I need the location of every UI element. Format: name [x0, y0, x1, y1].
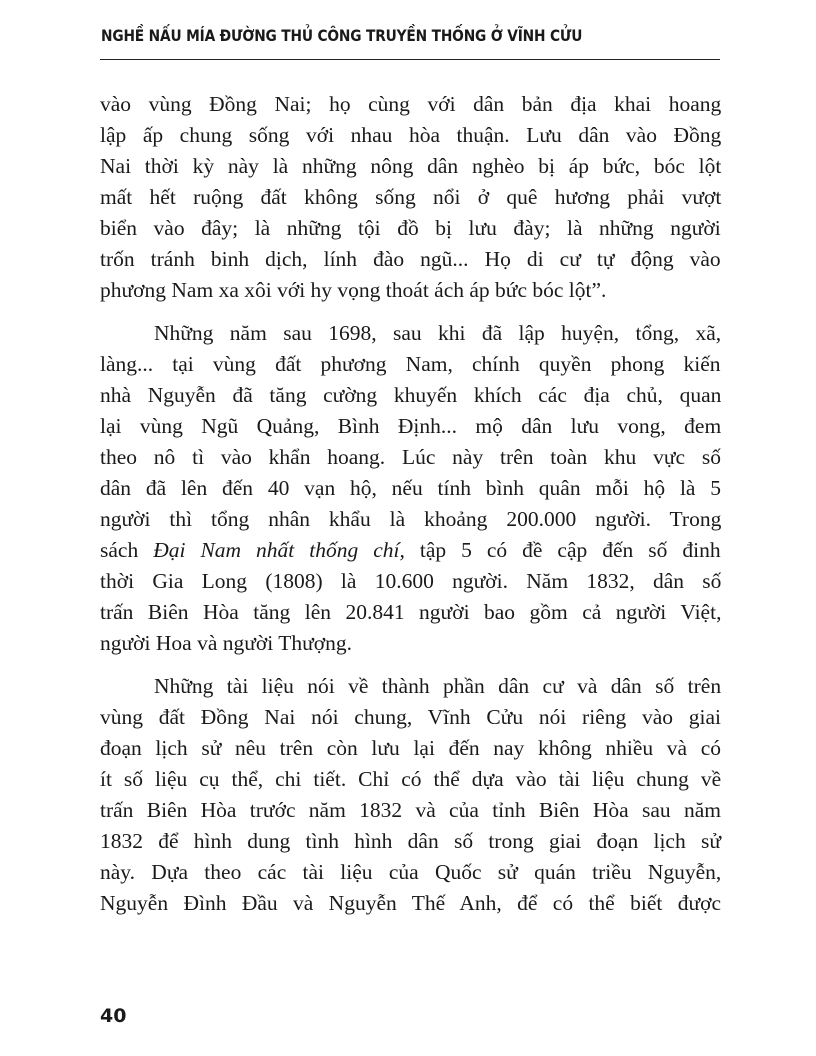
text-line: Nguyễn Đình Đầu và Nguyễn Thế Anh, để có thể biết được [100, 891, 722, 915]
text-line: lập ấp chung sống với nhau hòa thuận. Lưu dân vào Đồng [100, 123, 722, 147]
paragraph-2 [100, 318, 721, 659]
text-line-with-title [100, 535, 721, 566]
text-line: vùng đất Đồng Nai nói chung, Vĩnh Cửu nói riêng vào giai [100, 705, 721, 729]
text-line: người thì tổng nhân khẩu là khoảng 200.000 người. Trong [100, 507, 722, 531]
text-run: tập 5 có đề cập đến số đinh [404, 538, 721, 562]
text-line: mất hết ruộng đất không sống nổi ở quê hương phải vượt [100, 185, 722, 209]
running-header: NGHỀ NẤU MÍA ĐƯỜNG THỦ CÔNG TRUYỀN THỐNG Ở VĨNH CỬU [101, 26, 583, 45]
paragraph-3 [100, 671, 721, 919]
text-line: ít số liệu cụ thể, chi tiết. Chỉ có thể dựa vào tài liệu chung về [100, 767, 722, 791]
text-line: nhà Nguyễn đã tăng cường khuyến khích các địa chủ, quan [100, 383, 722, 407]
text-line: vào vùng Đồng Nai; họ cùng với dân bản địa khai hoang [100, 92, 722, 116]
text-line: làng... tại vùng đất phương Nam, chính quyền phong kiến [100, 352, 721, 376]
text-line: người Hoa và người Thượng. [100, 631, 352, 655]
text-run: sách [100, 538, 154, 562]
body-text [100, 89, 721, 919]
paragraph-1 [100, 89, 721, 306]
text-line: phương Nam xa xôi với hy vọng thoát ách áp bức bóc lột”. [100, 278, 607, 302]
text-line: này. Dựa theo các tài liệu của Quốc sử quán triều Nguyễn, [100, 860, 722, 884]
text-line: theo nô tì vào khẩn hoang. Lúc này trên toàn khu vực số [100, 445, 721, 469]
text-line: Những tài liệu nói về thành phần dân cư và dân số trên [154, 674, 722, 698]
text-line: đoạn lịch sử nêu trên còn lưu lại đến nay không nhiều và có [100, 736, 721, 760]
text-line: trấn Biên Hòa trước năm 1832 và của tỉnh Biên Hòa sau năm [100, 798, 721, 822]
text-line: biển vào đây; là những tội đồ bị lưu đày; là những người [100, 216, 721, 240]
text-line: trốn tránh binh dịch, lính đào ngũ... Họ di cư tự động vào [100, 247, 721, 271]
text-line: dân đã lên đến 40 vạn hộ, nếu tính bình quân mỗi hộ là 5 [100, 476, 722, 500]
text-line: Nai thời kỳ này là những nông dân nghèo bị áp bức, bóc lột [100, 154, 722, 178]
text-line: trấn Biên Hòa tăng lên 20.841 người bao gồm cả người Việt, [100, 600, 722, 624]
page-number: 40 [100, 1005, 127, 1027]
text-line: Những năm sau 1698, sau khi đã lập huyện, tổng, xã, [154, 321, 722, 345]
text-line: lại vùng Ngũ Quảng, Bình Định... mộ dân lưu vong, đem [100, 414, 722, 438]
header-rule [100, 59, 720, 60]
text-line: thời Gia Long (1808) là 10.600 người. Năm 1832, dân số [100, 569, 722, 593]
text-line: 1832 để hình dung tình hình dân số trong giai đoạn lịch sử [100, 829, 721, 853]
book-title: Đại Nam nhất thống chí, [153, 538, 405, 562]
